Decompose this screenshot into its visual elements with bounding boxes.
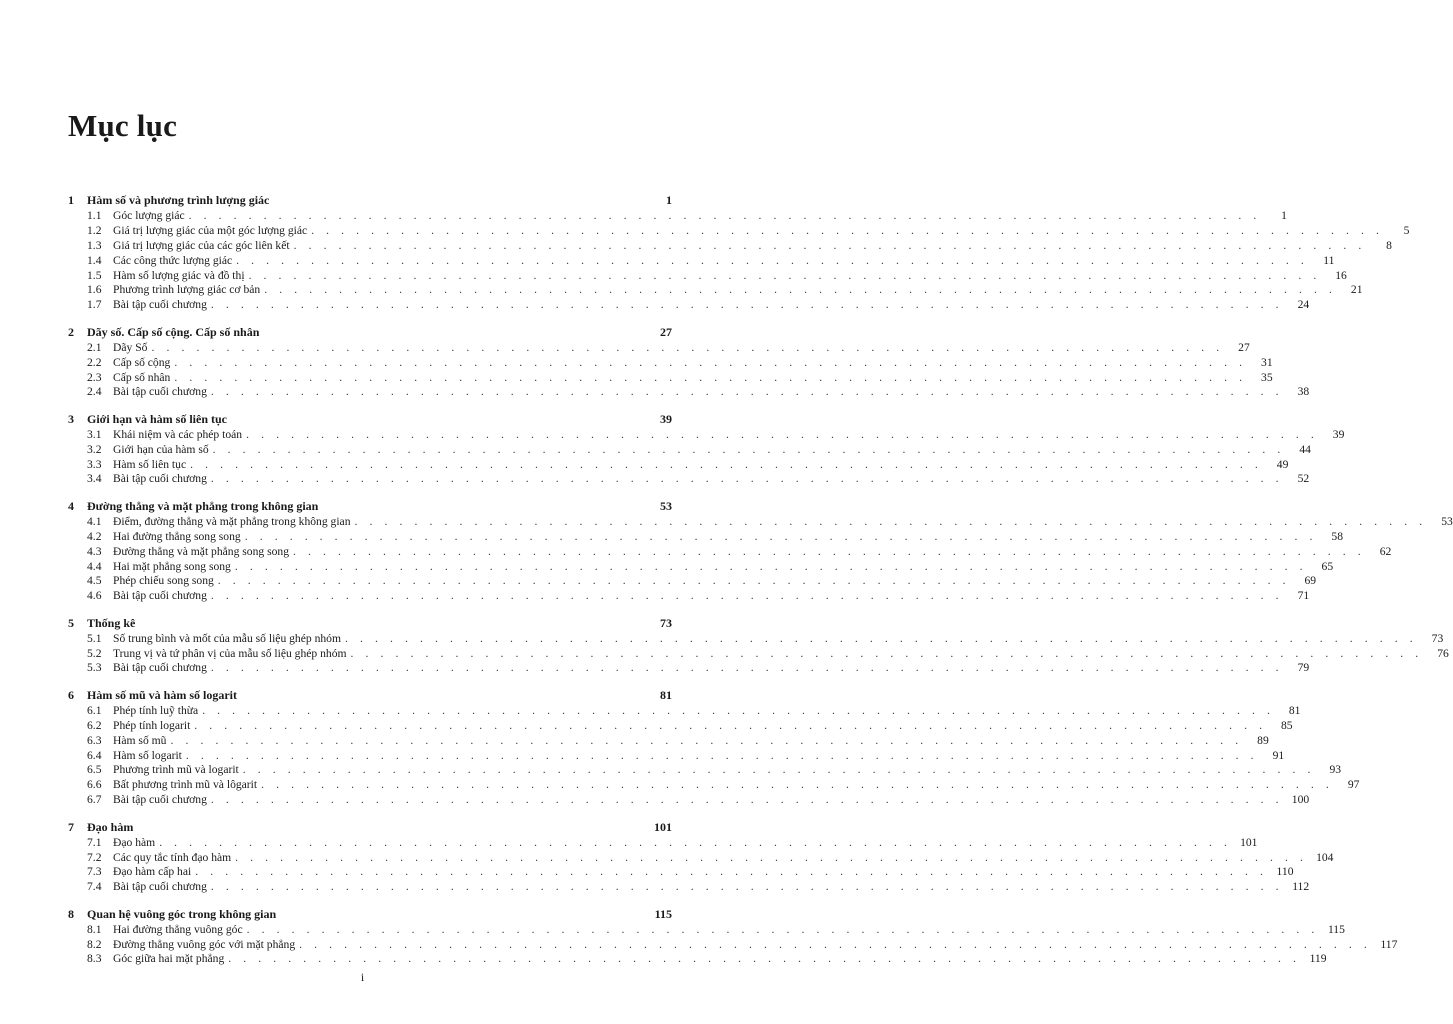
section-title: Hàm số liên tục	[113, 457, 187, 471]
dot-leader: . . . . . . . . . . . . . . . . . . . . . . . . . . . . . . . . . . . . . . . . . . . . . . . . . . . . . . . . . . . . . . . . . . . . . . . .	[210, 472, 1284, 486]
section-page: 27	[1238, 340, 1250, 354]
section-title: Hai mặt phẳng song song	[113, 559, 231, 573]
section-page: 16	[1335, 268, 1347, 282]
dot-leader: . . . . . . . . . . . . . . . . . . . . . . . . . . . . . . . . . . . . . . . . . . . . . . . . . . . . . . . . . . . . . . . . . . . . . . . .	[174, 355, 1247, 369]
section-entry[interactable]	[68, 865, 1294, 880]
section-entry[interactable]	[68, 922, 1345, 938]
chapter-page: 73	[660, 615, 672, 630]
dot-leader: . . . . . . . . . . . . . . . . . . . . . . . . . . . . . . . . . . . . . . . . . . . . . . . . . . . . . . . . . . . . . . . . . . . . . . . .	[261, 778, 1334, 792]
section-page: 81	[1288, 703, 1301, 717]
section-entry[interactable]	[68, 442, 1311, 458]
section-entry[interactable]	[68, 952, 1327, 967]
chapter-number: 7	[68, 819, 74, 834]
section-page: 110	[1276, 865, 1294, 879]
section-number: 3.2	[87, 442, 102, 456]
chapter-entry[interactable]	[68, 411, 672, 428]
section-page: 31	[1261, 355, 1273, 369]
section-page: 119	[1309, 952, 1327, 966]
section-number: 7.2	[87, 850, 102, 864]
section-number: 1.6	[87, 283, 102, 297]
section-page: 100	[1291, 793, 1310, 807]
chapter-title: Dãy số. Cấp số cộng. Cấp số nhân	[87, 324, 260, 339]
section-page: 93	[1329, 763, 1342, 777]
toc-chapter	[68, 615, 1449, 677]
section-title: Giá trị lượng giác của một góc lượng giác	[113, 223, 308, 237]
chapter-number: 6	[68, 687, 74, 702]
chapter-entry[interactable]	[68, 498, 672, 515]
chapter-number: 5	[68, 615, 74, 630]
chapter-entry[interactable]	[68, 615, 672, 632]
section-page: 53	[1441, 514, 1453, 528]
chapter-title: Thống kê	[87, 615, 136, 630]
dot-leader: . . . . . . . . . . . . . . . . . . . . . . . . . . . . . . . . . . . . . . . . . . . . . . . . . . . . . . . . . . . . . . . . . . . . . . . .	[264, 283, 1337, 297]
section-number: 6.7	[87, 793, 102, 807]
section-entry[interactable]	[68, 283, 1363, 298]
section-entry[interactable]	[68, 298, 1310, 313]
dot-leader: . . . . . . . . . . . . . . . . . . . . . . . . . . . . . . . . . . . . . . . . . . . . . . . . . . . . . . . . . . . . . . . . . . . . . . . .	[228, 952, 1301, 966]
chapter-title: Giới hạn và hàm số liên tục	[87, 411, 227, 426]
section-entry[interactable]	[68, 880, 1310, 895]
section-entry[interactable]	[68, 733, 1269, 749]
chapter-title: Hàm số mũ và hàm số logarit	[87, 687, 237, 702]
dot-leader: . . . . . . . . . . . . . . . . . . . . . . . . . . . . . . . . . . . . . . . . . . . . . . . . . . . . . . . . . . . . . . . . . . . . . . . .	[210, 385, 1284, 399]
chapter-number: 1	[68, 193, 74, 207]
section-page: 1	[1281, 209, 1287, 222]
section-number: 6.2	[87, 718, 102, 732]
section-number: 4.4	[87, 559, 102, 573]
section-page: 101	[1240, 835, 1258, 849]
section-title: Đạo hàm	[113, 835, 156, 849]
chapter-page: 53	[660, 498, 672, 513]
section-page: 73	[1431, 631, 1444, 645]
section-title: Đường thẳng vuông góc với mặt phẳng	[113, 937, 296, 951]
section-entry[interactable]	[68, 544, 1392, 560]
chapter-entry[interactable]	[68, 192, 672, 209]
section-entry[interactable]	[68, 589, 1310, 604]
section-number: 5.1	[87, 631, 102, 645]
section-entry[interactable]	[68, 718, 1293, 734]
dot-leader: . . . . . . . . . . . . . . . . . . . . . . . . . . . . . . . . . . . . . . . . . . . . . . . . . . . . . . . . . . . . . . . . . . . . . . . .	[354, 514, 1427, 528]
section-title: Trung vị và tứ phân vị của mẫu số liệu ghép nhóm	[113, 646, 347, 660]
section-entry[interactable]	[68, 559, 1334, 575]
chapter-page: 27	[660, 324, 672, 339]
section-page: 8	[1386, 238, 1392, 252]
dot-leader: . . . . . . . . . . . . . . . . . . . . . . . . . . . . . . . . . . . . . . . . . . . . . . . . . . . . . . . . . . . . . . . . . . . . . . . .	[159, 835, 1232, 849]
dot-leader: . . . . . . . . . . . . . . . . . . . . . . . . . . . . . . . . . . . . . . . . . . . . . . . . . . . . . . . . . . . . . . . . . . . . . . . .	[217, 574, 1291, 588]
page-number: i	[360, 970, 365, 984]
section-page: 62	[1379, 544, 1392, 558]
section-entry[interactable]	[68, 850, 1334, 866]
dot-leader: . . . . . . . . . . . . . . . . . . . . . . . . . . . . . . . . . . . . . . . . . . . . . . . . . . . . . . . . . . . . . . . . . . . . . . . .	[210, 661, 1284, 675]
dot-leader: . . . . . . . . . . . . . . . . . . . . . . . . . . . . . . . . . . . . . . . . . . . . . . . . . . . . . . . . . . . . . . . . . . . . . . . .	[293, 238, 1366, 252]
section-number: 4.3	[87, 544, 102, 558]
section-page: 112	[1292, 880, 1310, 894]
section-title: Hai đường thẳng vuông góc	[113, 922, 243, 936]
section-number: 1.4	[87, 253, 102, 267]
section-entry[interactable]	[68, 370, 1273, 386]
dot-leader: . . . . . . . . . . . . . . . . . . . . . . . . . . . . . . . . . . . . . . . . . . . . . . . . . . . . . . . . . . . . . . . . . . . . . . . .	[299, 937, 1372, 951]
section-title: Góc giữa hai mặt phẳng	[113, 952, 225, 966]
section-page: 58	[1331, 529, 1343, 543]
toc-chapter	[68, 498, 1453, 604]
section-entry[interactable]	[68, 703, 1301, 719]
dot-leader: . . . . . . . . . . . . . . . . . . . . . . . . . . . . . . . . . . . . . . . . . . . . . . . . . . . . . . . . . . . . . . . . . . . . . . . .	[190, 457, 1263, 471]
section-entry[interactable]	[68, 631, 1444, 647]
section-number: 4.1	[87, 514, 102, 528]
section-number: 1.1	[87, 209, 102, 222]
chapter-entry[interactable]	[68, 687, 672, 704]
section-number: 1.3	[87, 238, 102, 252]
toc-chapter	[68, 411, 1345, 488]
section-title: Bài tập cuối chương	[113, 793, 207, 807]
dot-leader: . . . . . . . . . . . . . . . . . . . . . . . . . . . . . . . . . . . . . . . . . . . . . . . . . . . . . . . . . . . . . . . . . . . . . . . .	[210, 793, 1284, 807]
section-number: 1.7	[87, 298, 102, 312]
section-page: 5	[1403, 223, 1410, 237]
section-number: 6.3	[87, 733, 102, 747]
chapter-title: Hàm số và phương trình lượng giác	[87, 193, 270, 207]
dot-leader: . . . . . . . . . . . . . . . . . . . . . . . . . . . . . . . . . . . . . . . . . . . . . . . . . . . . . . . . . . . . . . . . . . . . . . . .	[188, 209, 1261, 222]
chapter-number: 2	[68, 324, 74, 339]
dot-leader: . . . . . . . . . . . . . . . . . . . . . . . . . . . . . . . . . . . . . . . . . . . . . . . . . . . . . . . . . . . . . . . . . . . . . . . .	[194, 718, 1267, 732]
section-entry[interactable]	[68, 778, 1360, 793]
chapter-title: Đường thẳng và mặt phẳng trong không gian	[87, 498, 319, 513]
section-number: 7.3	[87, 865, 102, 879]
section-title: Các quy tắc tính đạo hàm	[113, 850, 232, 864]
section-entry[interactable]	[68, 340, 1250, 356]
section-entry[interactable]	[68, 427, 1345, 443]
section-page: 65	[1321, 559, 1334, 573]
section-number: 8.2	[87, 937, 102, 951]
section-entry[interactable]	[68, 457, 1289, 473]
section-number: 3.4	[87, 472, 102, 486]
dot-leader: . . . . . . . . . . . . . . . . . . . . . . . . . . . . . . . . . . . . . . . . . . . . . . . . . . . . . . . . . . . . . . . . . . . . . . . .	[202, 703, 1275, 717]
chapter-page: 81	[660, 687, 672, 702]
section-entry[interactable]	[68, 529, 1343, 545]
section-number: 4.6	[87, 589, 102, 603]
section-page: 44	[1299, 442, 1311, 456]
section-page: 69	[1304, 574, 1317, 588]
section-number: 3.1	[87, 427, 102, 441]
section-title: Dãy Số	[113, 340, 148, 354]
section-number: 5.2	[87, 646, 102, 660]
section-number: 7.4	[87, 880, 102, 894]
section-title: Số trung bình và mốt của mẫu số liệu ghép nhóm	[113, 631, 341, 645]
page-title: Mục lục	[68, 108, 178, 143]
dot-leader: . . . . . . . . . . . . . . . . . . . . . . . . . . . . . . . . . . . . . . . . . . . . . . . . . . . . . . . . . . . . . . . . . . . . . . . .	[311, 223, 1384, 237]
chapter-page: 101	[654, 819, 672, 834]
section-title: Bất phương trình mũ và lôgarit	[113, 778, 258, 792]
toc-chapter	[68, 192, 1410, 313]
section-entry[interactable]	[68, 385, 1310, 400]
section-page: 39	[1332, 427, 1345, 441]
section-title: Giới hạn của hàm số	[113, 442, 209, 456]
toc-chapter	[68, 687, 1360, 808]
section-number: 5.3	[87, 661, 102, 675]
section-entry[interactable]	[68, 793, 1310, 808]
dot-leader: . . . . . . . . . . . . . . . . . . . . . . . . . . . . . . . . . . . . . . . . . . . . . . . . . . . . . . . . . . . . . . . . . . . . . . . .	[234, 559, 1308, 573]
section-page: 38	[1297, 385, 1310, 399]
section-title: Phương trình lượng giác cơ bản	[113, 283, 261, 297]
section-number: 1.2	[87, 223, 102, 237]
section-number: 6.5	[87, 763, 102, 777]
section-title: Phương trình mũ và logarit	[113, 763, 239, 777]
section-entry[interactable]	[68, 355, 1273, 371]
section-number: 2.2	[87, 355, 102, 369]
section-title: Bài tập cuối chương	[113, 880, 207, 894]
dot-leader: . . . . . . . . . . . . . . . . . . . . . . . . . . . . . . . . . . . . . . . . . . . . . . . . . . . . . . . . . . . . . . . . . . . . . . . .	[248, 268, 1321, 282]
section-page: 11	[1323, 253, 1335, 267]
section-entry[interactable]	[68, 268, 1347, 284]
section-title: Điểm, đường thẳng và mặt phẳng trong không gian	[113, 514, 351, 528]
section-title: Phép tính luỹ thừa	[113, 703, 199, 717]
section-entry[interactable]	[68, 238, 1392, 254]
section-title: Hàm số logarit	[113, 748, 182, 762]
section-title: Các công thức lượng giác	[113, 253, 233, 267]
section-entry[interactable]	[68, 937, 1398, 953]
section-page: 89	[1257, 733, 1269, 747]
section-number: 2.3	[87, 370, 102, 384]
dot-leader: . . . . . . . . . . . . . . . . . . . . . . . . . . . . . . . . . . . . . . . . . . . . . . . . . . . . . . . . . . . . . . . . . . . . . . . .	[235, 850, 1308, 864]
section-title: Bài tập cuối chương	[113, 589, 207, 603]
section-entry[interactable]	[68, 763, 1342, 778]
chapter-entry[interactable]	[68, 324, 672, 341]
dot-leader: . . . . . . . . . . . . . . . . . . . . . . . . . . . . . . . . . . . . . . . . . . . . . . . . . . . . . . . . . . . . . . . . . . . . . . . .	[174, 370, 1247, 384]
section-page: 49	[1276, 457, 1289, 471]
chapter-number: 8	[68, 906, 74, 921]
section-page: 24	[1297, 298, 1310, 312]
section-page: 52	[1297, 472, 1310, 486]
chapter-title: Đạo hàm	[87, 819, 134, 834]
section-title: Phép chiếu song song	[113, 574, 214, 588]
section-page: 97	[1347, 778, 1360, 792]
toc-chapter	[68, 906, 1398, 968]
section-page: 117	[1380, 937, 1398, 951]
dot-leader: . . . . . . . . . . . . . . . . . . . . . . . . . . . . . . . . . . . . . . . . . . . . . . . . . . . . . . . . . . . . . . . . . . . . . . . .	[185, 748, 1259, 762]
dot-leader: . . . . . . . . . . . . . . . . . . . . . . . . . . . . . . . . . . . . . . . . . . . . . . . . . . . . . . . . . . . . . . . . . . . . . . . .	[293, 544, 1366, 558]
section-title: Hàm số mũ	[113, 733, 167, 747]
dot-leader: . . . . . . . . . . . . . . . . . . . . . . . . . . . . . . . . . . . . . . . . . . . . . . . . . . . . . . . . . . . . . . . . . . . . . . . .	[242, 763, 1316, 777]
section-page: 79	[1297, 661, 1310, 675]
chapter-title: Quan hệ vuông góc trong không gian	[87, 906, 277, 921]
section-entry[interactable]	[68, 514, 1453, 530]
section-number: 2.1	[87, 340, 102, 354]
chapter-page: 39	[660, 411, 672, 426]
section-title: Phép tính logarit	[113, 718, 191, 732]
section-title: Đạo hàm cấp hai	[113, 865, 192, 879]
section-title: Đường thẳng và mặt phẳng song song	[113, 544, 289, 558]
section-title: Bài tập cuối chương	[113, 298, 207, 312]
chapter-number: 4	[68, 498, 74, 513]
dot-leader: . . . . . . . . . . . . . . . . . . . . . . . . . . . . . . . . . . . . . . . . . . . . . . . . . . . . . . . . . . . . . . . . . . . . . . . .	[344, 631, 1418, 645]
section-title: Bài tập cuối chương	[113, 385, 207, 399]
section-title: Khái niệm và các phép toán	[113, 427, 243, 441]
table-of-contents	[68, 192, 1453, 978]
section-title: Bài tập cuối chương	[113, 661, 207, 675]
section-title: Cấp số nhân	[113, 370, 171, 384]
section-number: 2.4	[87, 385, 102, 399]
dot-leader: . . . . . . . . . . . . . . . . . . . . . . . . . . . . . . . . . . . . . . . . . . . . . . . . . . . . . . . . . . . . . . . . . . . . . . . .	[244, 529, 1317, 543]
chapter-entry[interactable]	[68, 819, 672, 836]
section-entry[interactable]	[68, 209, 1287, 224]
chapter-page: 115	[654, 906, 672, 921]
section-number: 3.3	[87, 457, 102, 471]
section-page: 91	[1272, 748, 1285, 762]
dot-leader: . . . . . . . . . . . . . . . . . . . . . . . . . . . . . . . . . . . . . . . . . . . . . . . . . . . . . . . . . . . . . . . . . . . . . . . .	[210, 589, 1284, 603]
dot-leader: . . . . . . . . . . . . . . . . . . . . . . . . . . . . . . . . . . . . . . . . . . . . . . . . . . . . . . . . . . . . . . . . . . . . . . . .	[170, 733, 1243, 747]
section-title: Hàm số lượng giác và đồ thị	[113, 268, 245, 282]
section-number: 6.6	[87, 778, 102, 792]
dot-leader: . . . . . . . . . . . . . . . . . . . . . . . . . . . . . . . . . . . . . . . . . . . . . . . . . . . . . . . . . . . . . . . . . . . . . . . .	[246, 922, 1319, 936]
section-title: Góc lượng giác	[113, 209, 185, 222]
section-number: 4.2	[87, 529, 102, 543]
section-entry[interactable]	[68, 574, 1317, 589]
section-entry[interactable]	[68, 472, 1310, 487]
section-entry[interactable]	[68, 223, 1410, 239]
toc-chapter	[68, 819, 1334, 896]
section-title: Bài tập cuối chương	[113, 472, 207, 486]
section-number: 6.1	[87, 703, 102, 717]
dot-leader: . . . . . . . . . . . . . . . . . . . . . . . . . . . . . . . . . . . . . . . . . . . . . . . . . . . . . . . . . . . . . . . . . . . . . . . .	[246, 427, 1319, 441]
section-number: 7.1	[87, 835, 102, 849]
dot-leader: . . . . . . . . . . . . . . . . . . . . . . . . . . . . . . . . . . . . . . . . . . . . . . . . . . . . . . . . . . . . . . . . . . . . . . . .	[236, 253, 1309, 267]
section-title: Hai đường thẳng song song	[113, 529, 241, 543]
section-number: 6.4	[87, 748, 102, 762]
dot-leader: . . . . . . . . . . . . . . . . . . . . . . . . . . . . . . . . . . . . . . . . . . . . . . . . . . . . . . . . . . . . . . . . . . . . . . . .	[210, 880, 1284, 894]
dot-leader: . . . . . . . . . . . . . . . . . . . . . . . . . . . . . . . . . . . . . . . . . . . . . . . . . . . . . . . . . . . . . . . . . . . . . . . .	[195, 865, 1268, 879]
toc-chapter	[68, 324, 1310, 401]
section-page: 71	[1297, 589, 1310, 603]
section-page: 21	[1350, 283, 1363, 297]
section-number: 8.3	[87, 952, 102, 966]
section-number: 4.5	[87, 574, 102, 588]
section-page: 76	[1437, 646, 1449, 660]
section-entry[interactable]	[68, 835, 1258, 851]
section-number: 1.5	[87, 268, 102, 282]
chapter-page: 1	[666, 193, 672, 207]
dot-leader: . . . . . . . . . . . . . . . . . . . . . . . . . . . . . . . . . . . . . . . . . . . . . . . . . . . . . . . . . . . . . . . . . . . . . . . .	[151, 340, 1224, 354]
section-entry[interactable]	[68, 646, 1449, 662]
section-title: Giá trị lượng giác của các góc liên kết	[113, 238, 290, 252]
chapter-number: 3	[68, 411, 74, 426]
section-page: 115	[1327, 922, 1345, 936]
dot-leader: . . . . . . . . . . . . . . . . . . . . . . . . . . . . . . . . . . . . . . . . . . . . . . . . . . . . . . . . . . . . . . . . . . . . . . . .	[212, 442, 1285, 456]
section-title: Cấp số cộng	[113, 355, 171, 369]
section-page: 85	[1280, 718, 1293, 732]
section-entry[interactable]	[68, 748, 1285, 764]
section-number: 8.1	[87, 922, 102, 936]
section-entry[interactable]	[68, 661, 1310, 676]
section-page: 35	[1261, 370, 1273, 384]
section-page: 104	[1316, 850, 1334, 864]
section-entry[interactable]	[68, 253, 1335, 269]
chapter-entry[interactable]	[68, 906, 672, 923]
dot-leader: . . . . . . . . . . . . . . . . . . . . . . . . . . . . . . . . . . . . . . . . . . . . . . . . . . . . . . . . . . . . . . . . . . . . . . . .	[350, 646, 1423, 660]
dot-leader: . . . . . . . . . . . . . . . . . . . . . . . . . . . . . . . . . . . . . . . . . . . . . . . . . . . . . . . . . . . . . . . . . . . . . . . .	[210, 298, 1284, 312]
